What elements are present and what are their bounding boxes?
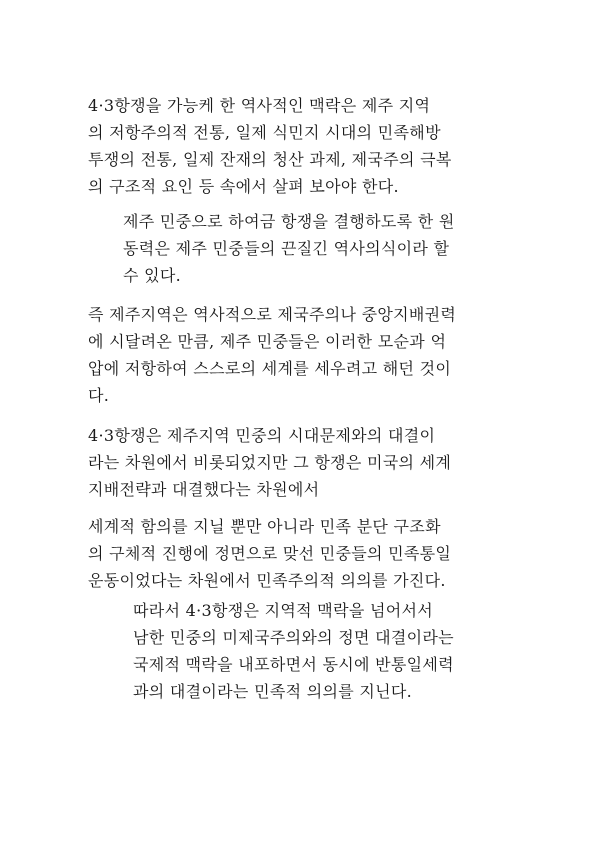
- text-line: 국제적 맥락을 내포하면서 동시에 반통일세력: [133, 655, 454, 674]
- text-line: 투쟁의 전통, 일제 잔재의 청산 과제, 제국주의 극복: [88, 150, 452, 169]
- text-line: 동력은 제주 민중들의 끈질긴 역사의식이라 할: [123, 239, 450, 258]
- paragraph-indented-quote-2: [133, 597, 454, 705]
- text-line: 다.: [88, 386, 110, 405]
- paragraph-world-significance: [88, 513, 451, 594]
- paragraph-jeju-resistance: [88, 301, 456, 409]
- paragraph-indented-quote-1: [123, 208, 455, 289]
- text-line: 세계적 함의를 지닐 뿐만 아니라 민족 분단 구조화: [88, 517, 441, 536]
- text-line: 지배전략과 대결했다는 차원에서: [88, 480, 320, 499]
- text-line: 의 구조적 요인 등 속에서 살펴 보아야 한다.: [88, 177, 399, 196]
- text-line: 의 구체적 진행에 정면으로 맞선 민중들의 민족통일: [88, 544, 452, 563]
- text-line: 라는 차원에서 비롯되었지만 그 항쟁은 미국의 세계: [88, 453, 452, 472]
- text-line: 에 시달려온 만큼, 제주 민중들은 이러한 모순과 억: [88, 332, 447, 351]
- paragraph-uprising-dimension: [88, 422, 451, 503]
- text-line: 과의 대결이라는 민족적 의의를 지닌다.: [133, 682, 413, 701]
- text-line: 4·3항쟁은 제주지역 민중의 시대문제와의 대결이: [88, 426, 436, 445]
- text-line: 수 있다.: [123, 266, 182, 285]
- text-line: 압에 저항하여 스스로의 세계를 세우려고 해던 것이: [88, 359, 452, 378]
- text-line: 4·3항쟁을 가능케 한 역사적인 맥락은 제주 지역: [88, 96, 431, 115]
- text-line: 남한 민중의 미제국주의와의 정면 대결이라는: [133, 628, 454, 647]
- text-line: 제주 민중으로 하여금 항쟁을 결행하도록 한 원: [123, 212, 455, 231]
- text-line: 운동이었다는 차원에서 민족주의적 의의를 가진다.: [88, 571, 446, 590]
- text-line: 의 저항주의적 전통, 일제 식민지 시대의 민족해방: [88, 123, 441, 142]
- text-line: 즉 제주지역은 역사적으로 제국주의나 중앙지배권력: [88, 305, 457, 324]
- text-line: 따라서 4·3항쟁은 지역적 맥락을 넘어서서: [133, 601, 433, 620]
- paragraph-historical-context: [88, 92, 452, 200]
